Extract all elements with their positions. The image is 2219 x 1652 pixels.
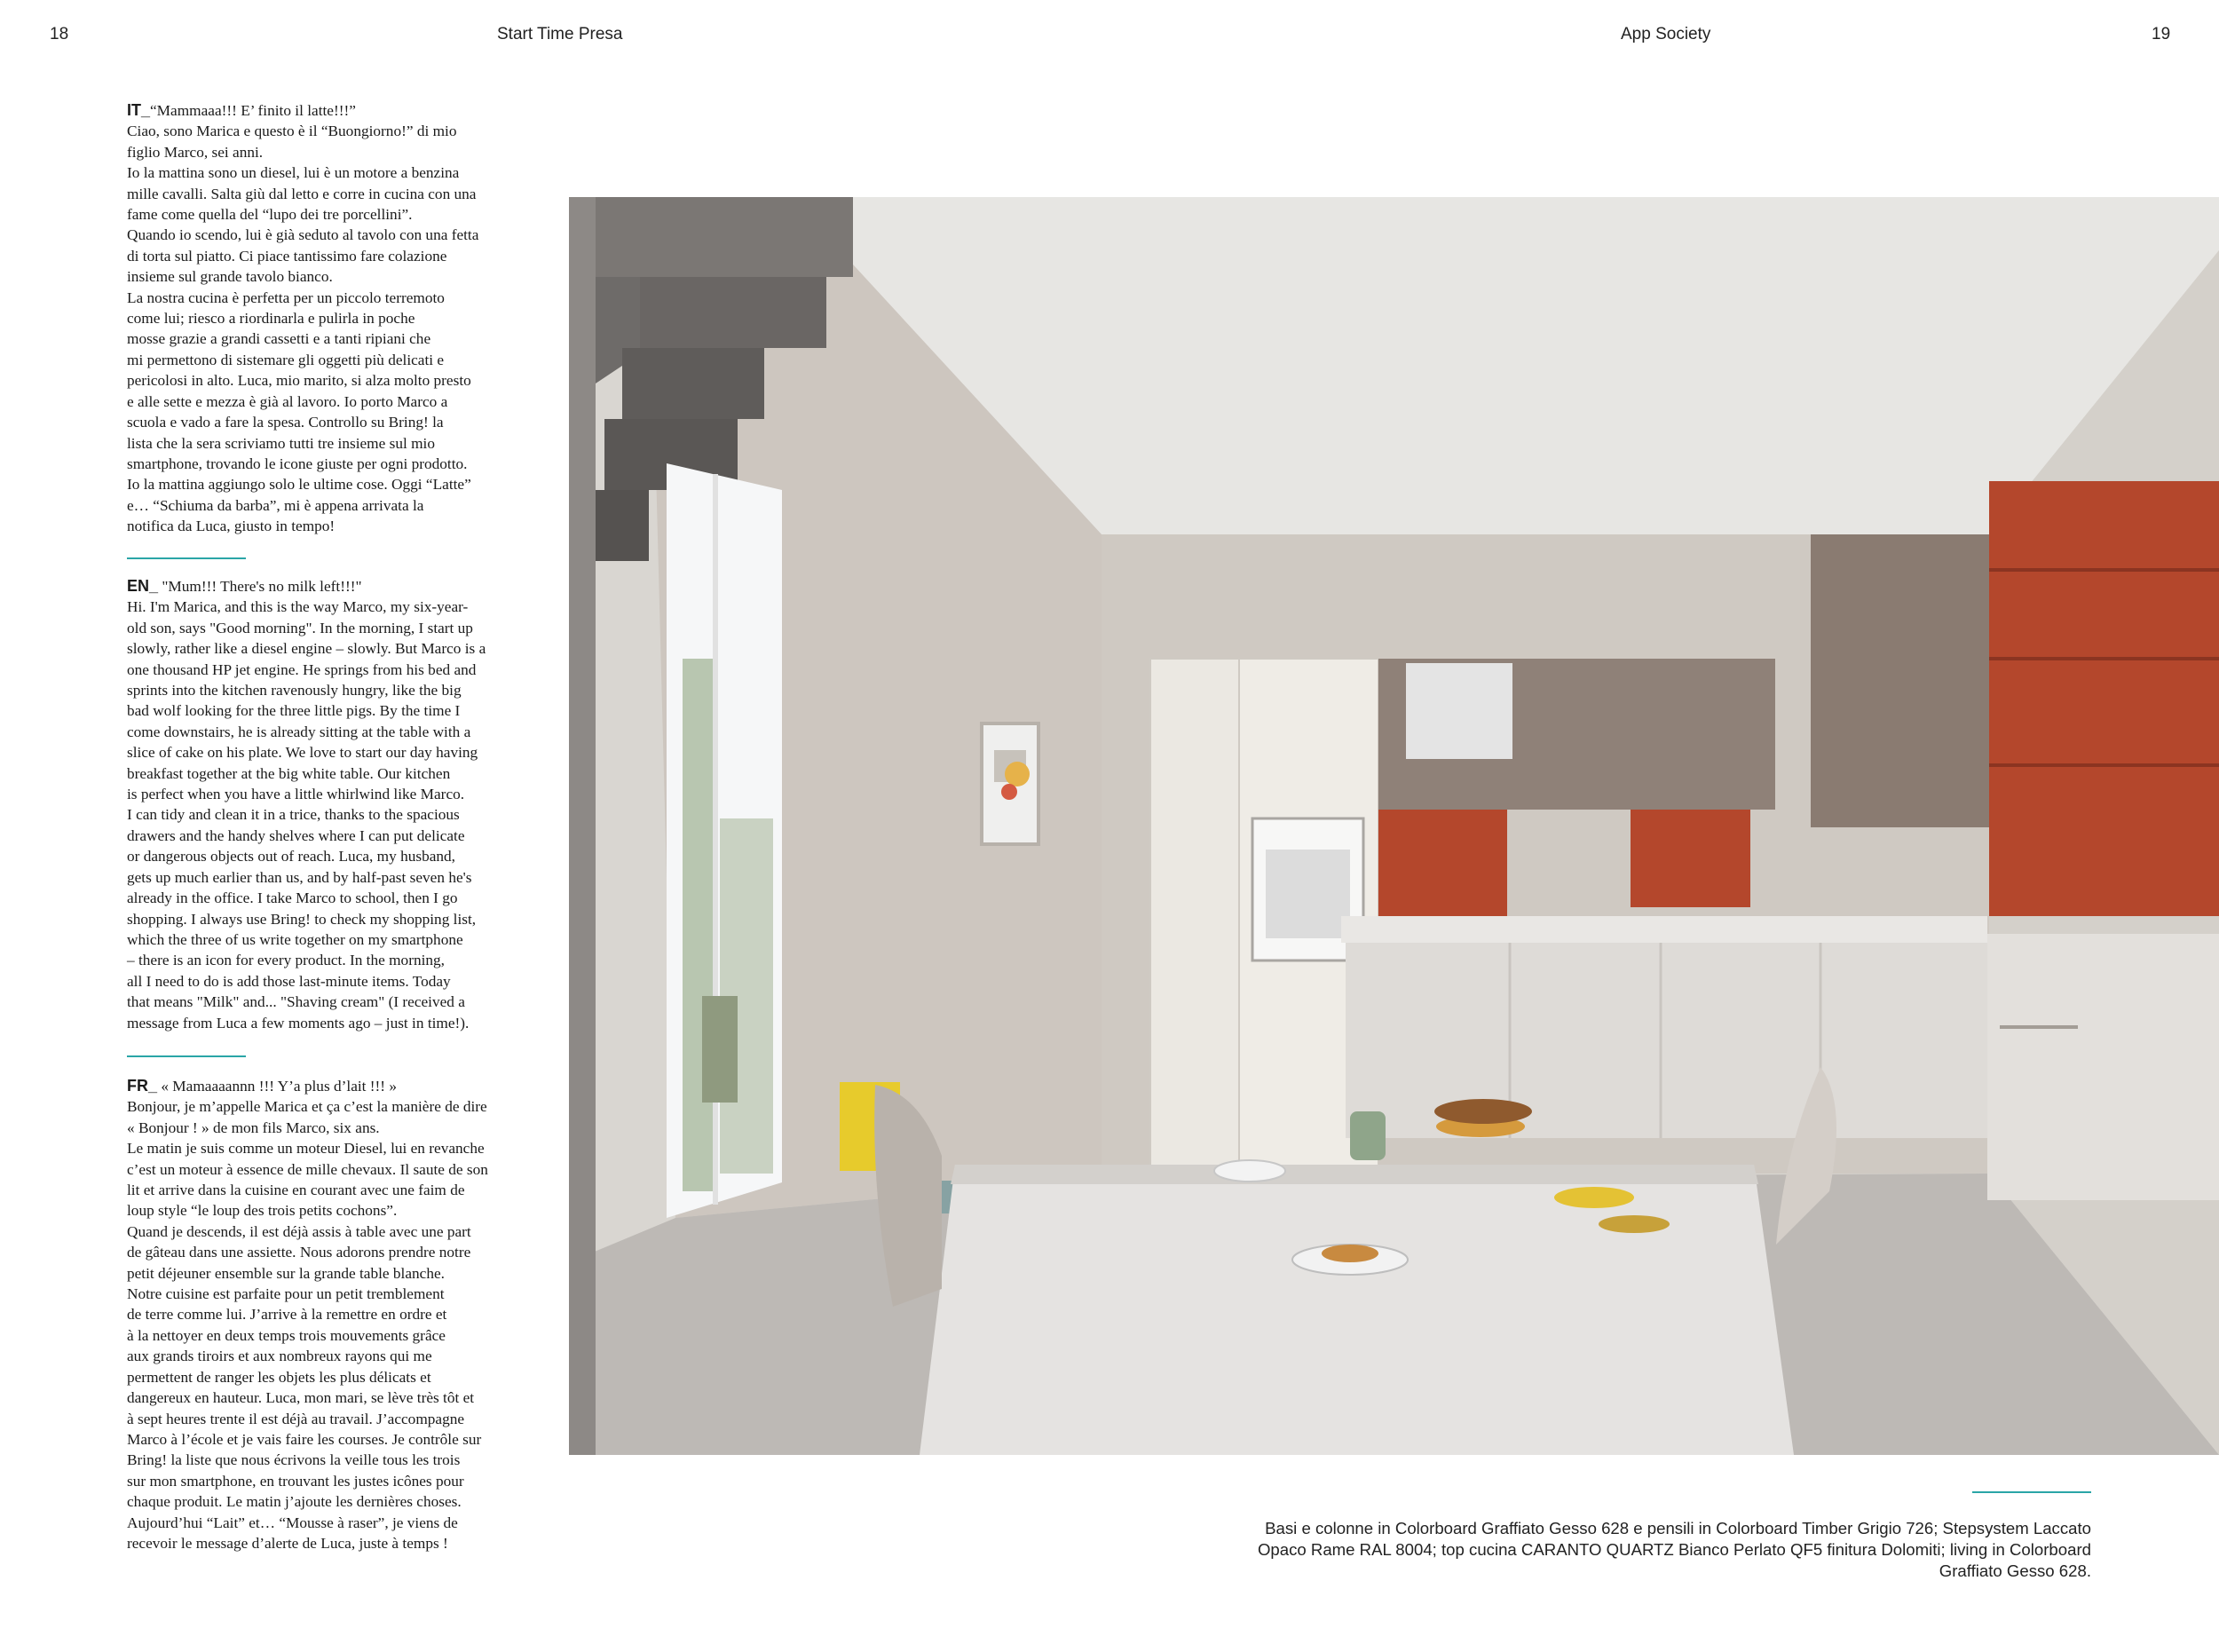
italian-line: Quando io scendo, lui è già seduto al tavolo con una fetta: [127, 226, 479, 244]
italian-line: e alle sette e mezza è già al lavoro. Io porto Marco a: [127, 392, 448, 410]
italian-line: insieme sul grande tavolo bianco.: [127, 268, 333, 286]
window: [667, 463, 782, 1218]
french-line: c’est un moteur à essence de mille chevaux. Il saute de son: [127, 1160, 488, 1178]
french-line: [127, 1076, 544, 1096]
english-line: Hi. I'm Marica, and this is the way Marco, my six-year-: [127, 598, 469, 616]
french-line: Quand je descends, il est déjà assis à table avec une part: [127, 1222, 471, 1240]
section-title-left: Start Time Presa: [497, 25, 623, 43]
english-text-block: [127, 576, 544, 1033]
italian-line: mosse grazie a grandi cassetti e a tanti ripiani che: [127, 330, 431, 348]
english-line: sprints into the kitchen ravenously hungry, like the big: [127, 682, 462, 700]
caption-line: Opaco Rame RAL 8004; top cucina CARANTO QUARTZ Bianco Perlato QF5 finitura Dolomiti; living in Colorboard: [1257, 1539, 2091, 1559]
range-hood: [1406, 663, 1512, 759]
english-line: already in the office. I take Marco to school, then I go: [127, 889, 458, 907]
wall-art: [982, 723, 1038, 844]
italian-tag: IT_: [127, 101, 151, 119]
english-line: I can tidy and clean it in a trice, thanks to the spacious: [127, 806, 460, 824]
english-line: all I need to do is add those last-minute items. Today: [127, 972, 451, 990]
caption-rule: [1972, 1491, 2091, 1493]
french-line-text: « Mamaaaannn !!! Y’a plus d’lait !!! »: [157, 1078, 398, 1095]
french-line: Notre cuisine est parfaite pour un petit tremblement: [127, 1285, 445, 1303]
italian-line: figlio Marco, sei anni.: [127, 143, 264, 161]
italian-line: e… “Schiuma da barba”, mi è appena arrivata la: [127, 496, 424, 514]
english-line: message from Luca a few moments ago – just in time!).: [127, 1014, 470, 1032]
italian-line: come lui; riesco a riordinarla e pulirla in poche: [127, 310, 415, 328]
english-line: is perfect when you have a little whirlwind like Marco.: [127, 786, 465, 803]
english-line: which the three of us write together on my smartphone: [127, 930, 463, 948]
french-line: chaque produit. Le matin j’ajoute les dernières choses.: [127, 1493, 462, 1511]
french-line: Bonjour, je m’appelle Marica et ça c’est la manière de dire: [127, 1098, 487, 1116]
english-tag: EN_: [127, 577, 159, 595]
caption-line: Basi e colonne in Colorboard Graffiato Gesso 628 e pensili in Colorboard Timber Grigio 726; Stepsystem Laccato: [1265, 1519, 2091, 1537]
italian-line-text: “Mammaaa!!! E’ finito il latte!!!”: [150, 102, 356, 119]
italian-line: di torta sul piatto. Ci piace tantissimo fare colazione: [127, 247, 447, 265]
section-title-right: App Society: [1621, 25, 1711, 43]
french-line: « Bonjour ! » de mon fils Marco, six ans.: [127, 1118, 380, 1136]
italian-line: lista che la sera scriviamo tutti tre insieme sul mio: [127, 434, 435, 452]
italian-line: Ciao, sono Marica e questo è il “Buongiorno!” di mio: [127, 123, 457, 140]
italian-line: La nostra cucina è perfetta per un piccolo terremoto: [127, 289, 445, 306]
italian-line: scuola e vado a fare la spesa. Controllo su Bring! la: [127, 414, 444, 431]
italian-line: pericolosi in alto. Luca, mio marito, si alza molto presto: [127, 372, 471, 390]
french-line: petit déjeuner ensemble sur la grande table blanche.: [127, 1264, 445, 1282]
english-line: – there is an icon for every product. In the morning,: [127, 952, 445, 969]
photo-caption: [1154, 1518, 2091, 1581]
french-line: sur mon smartphone, en trouvant les justes icônes pour: [127, 1472, 464, 1490]
italian-line: mi permettono di sistemare gli oggetti più delicati e: [127, 351, 445, 368]
divider-rule: [127, 557, 246, 559]
english-line: bad wolf looking for the three little pigs. By the time I: [127, 702, 461, 720]
english-line: shopping. I always use Bring! to check my shopping list,: [127, 910, 477, 928]
french-line: à la nettoyer en deux temps trois mouvements grâce: [127, 1326, 446, 1344]
french-line: à sept heures trente il est déjà au travail. J’accompagne: [127, 1410, 465, 1427]
upper-cabinets: [1811, 534, 1989, 827]
divider-rule: [127, 1055, 246, 1057]
italian-line: smartphone, trovando le icone giuste per ogni prodotto.: [127, 454, 468, 472]
french-line: permettent de ranger les objets les plus délicats et: [127, 1368, 431, 1386]
french-line: Aujourd’hui “Lait” et… “Mousse à raser”, je viens de: [127, 1514, 458, 1531]
italian-text-block: [127, 100, 544, 537]
caption-line: Graffiato Gesso 628.: [1939, 1561, 2091, 1580]
page-number-right: 19: [2152, 25, 2171, 43]
kitchen-illustration: [569, 197, 2219, 1455]
italian-line: notifica da Luca, giusto in tempo!: [127, 518, 336, 535]
french-line: recevoir le message d’alerte de Luca, juste à temps !: [127, 1534, 448, 1552]
french-line: dangereux en hauteur. Luca, mon mari, se lève très tôt et: [127, 1389, 475, 1407]
english-line: come downstairs, he is already sitting at the table with a: [127, 723, 471, 740]
french-line: de terre comme lui. J’arrive à la remettre en ordre et: [127, 1306, 447, 1324]
italian-line: Io la mattina aggiungo solo le ultime cose. Oggi “Latte”: [127, 476, 471, 494]
french-text-block: [127, 1076, 544, 1553]
french-line: lit et arrive dans la cuisine en courant avec une faim de: [127, 1182, 465, 1199]
french-line: Le matin je suis comme un moteur Diesel, lui en revanche: [127, 1140, 485, 1158]
italian-line: Io la mattina sono un diesel, lui è un motore a benzina: [127, 164, 460, 182]
kitchen-photo: [569, 197, 2219, 1455]
english-line-text: "Mum!!! There's no milk left!!!": [158, 578, 362, 595]
english-line: that means "Milk" and... "Shaving cream" (I received a: [127, 993, 465, 1011]
italian-line: [127, 100, 544, 121]
french-tag: FR_: [127, 1077, 158, 1095]
english-line: or dangerous objects out of reach. Luca, my husband,: [127, 848, 455, 866]
english-line: [127, 576, 544, 597]
page-number-left: 18: [50, 25, 69, 43]
english-line: one thousand HP jet engine. He springs from his bed and: [127, 660, 477, 678]
french-line: aux grands tiroirs et aux nombreux rayons qui me: [127, 1348, 432, 1365]
english-line: old son, says "Good morning". In the morning, I start up: [127, 619, 473, 636]
dining-table: [920, 1165, 1794, 1455]
english-line: breakfast together at the big white table. Our kitchen: [127, 764, 451, 782]
english-line: gets up much earlier than us, and by half-past seven he's: [127, 868, 472, 886]
french-line: de gâteau dans une assiette. Nous adorons prendre notre: [127, 1244, 471, 1261]
english-line: drawers and the handy shelves where I can put delicate: [127, 826, 465, 844]
italian-line: fame come quella del “lupo dei tre porcellini”.: [127, 206, 413, 224]
english-line: slice of cake on his plate. We love to start our day having: [127, 744, 478, 762]
english-line: slowly, rather like a diesel engine – slowly. But Marco is a: [127, 640, 486, 658]
french-line: loup style “le loup des trois petits cochons”.: [127, 1202, 398, 1220]
french-line: Bring! la liste que nous écrivons la veille tous les trois: [127, 1451, 461, 1469]
italian-line: mille cavalli. Salta giù dal letto e corre in cucina con una: [127, 185, 477, 202]
french-line: Marco à l’école et je vais faire les courses. Je contrôle sur: [127, 1430, 482, 1448]
